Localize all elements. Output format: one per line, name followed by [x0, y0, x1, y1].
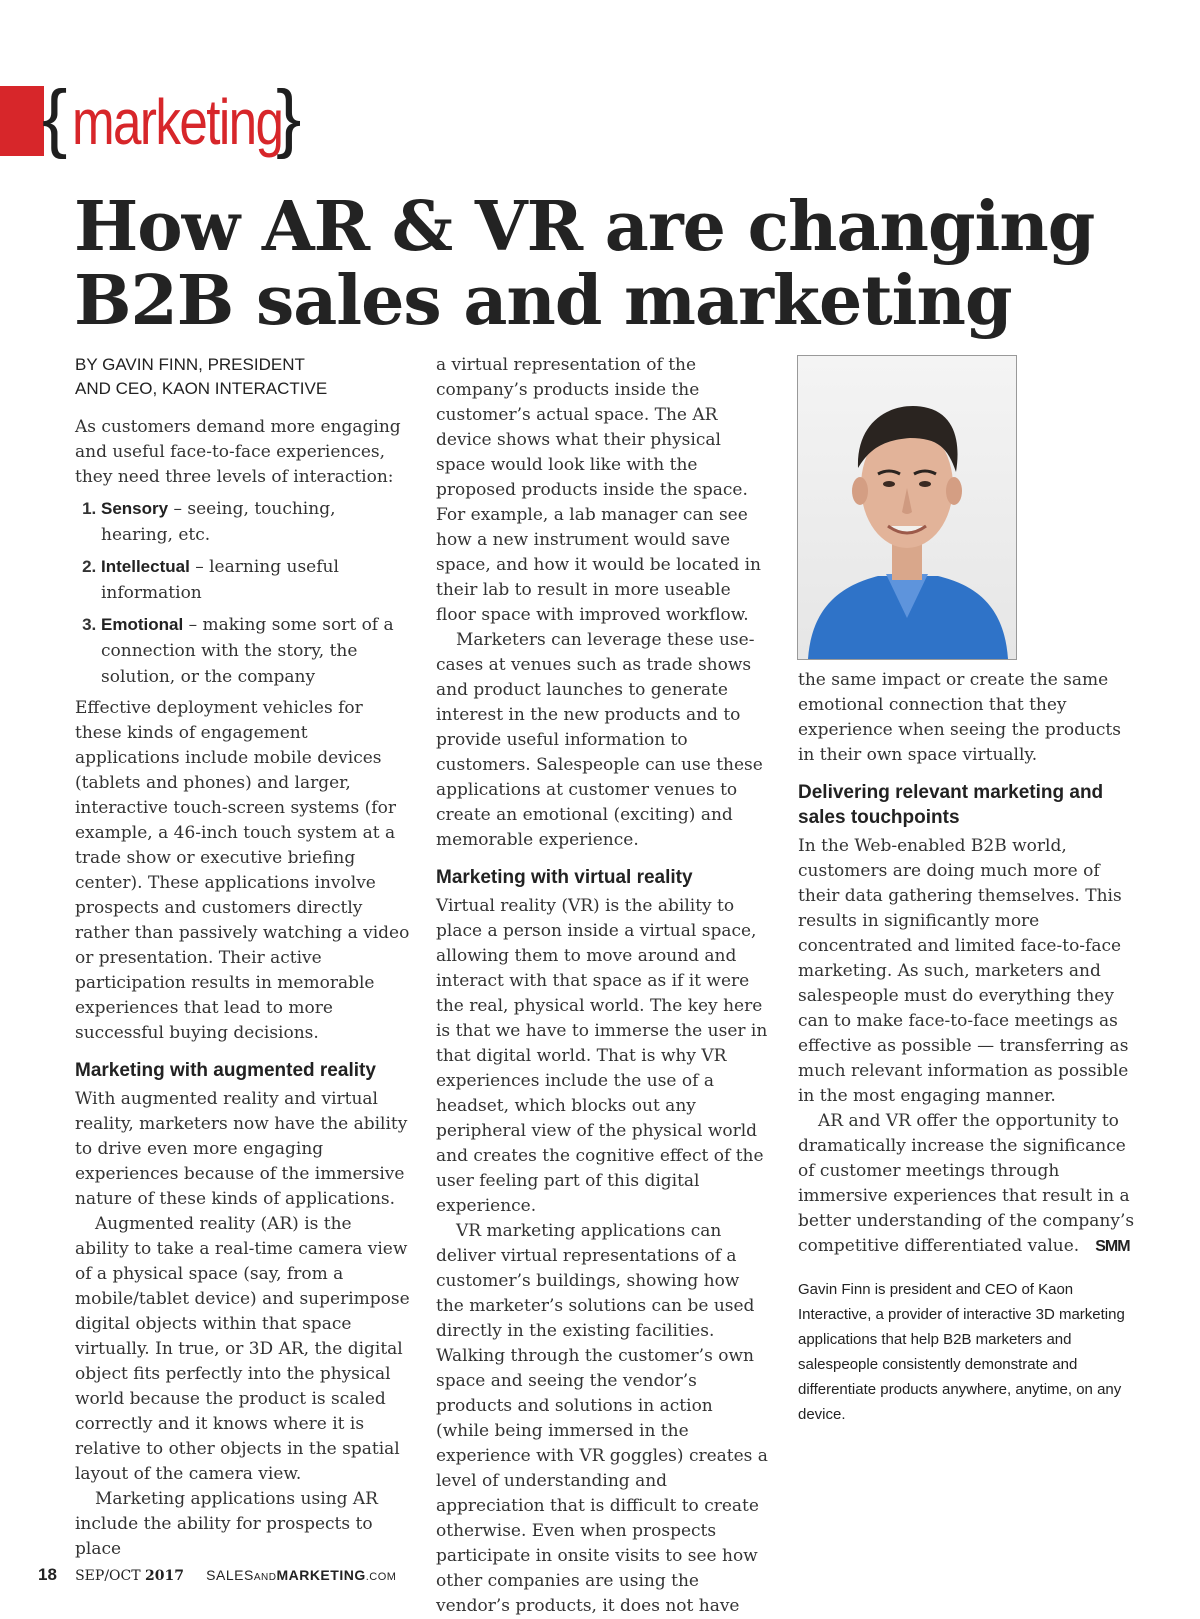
column-3	[798, 668, 1138, 1427]
mag-part-a: SALES	[206, 1567, 254, 1583]
end-mark: SMM	[1095, 1238, 1130, 1255]
vr-paragraph-2: VR marketing applications can deliver virtual representations of a customer’s buildings, showing how the marketer’s solutions can be used directly in the existing facilities. Walking through the customer’s own space and seeing the vendor’s products and solutions in action (while being immersed in the experience with VR goggles) creates a level of understanding and appreciation that is difficult to create otherwise. Even when prospects participate in onsite visits to see how other companies are using the vendor’s products, it does not have	[436, 1221, 768, 1616]
author-portrait-icon	[798, 356, 1016, 659]
mag-part-d: .COM	[365, 1571, 397, 1583]
offer-text: AR and VR offer the opportunity to dramatically increase the significance of customer meetings through immersive experiences that result in a better understanding of the company’s competitive differentiated value.	[798, 1111, 1135, 1256]
vr-continued-paragraph: the same impact or create the same emotional connection that they experience when seeing the products in their own space virtually.	[798, 670, 1121, 765]
interaction-levels-list	[75, 496, 410, 690]
magazine-name	[206, 1567, 396, 1583]
vr-paragraph-1: Virtual reality (VR) is the ability to place a person inside a virtual space, allowing them to move around and interact with that space as if it were the real, physical world. The key here is that we have to immerse the user in that digital world. That is why VR experiences include the use of a headset, which blocks out any peripheral view of the physical world and creates the cognitive effect of the user feeling part of this digital experience.	[436, 896, 768, 1216]
issue-year: 2017	[145, 1568, 184, 1584]
page-number: 18	[38, 1565, 57, 1584]
headline-line-1: How AR & VR are changing	[74, 187, 1095, 267]
column-2	[436, 353, 769, 1619]
section-tag	[0, 75, 320, 160]
level-term: Intellectual	[101, 557, 190, 576]
level-term: Sensory	[101, 499, 169, 518]
section-label: marketing	[72, 86, 283, 158]
ar-paragraph-3: Marketing applications using AR include the ability for prospects to place	[75, 1489, 378, 1559]
section-red-block	[0, 86, 44, 156]
subhead-augmented-reality: Marketing with augmented reality	[75, 1060, 376, 1081]
list-item	[101, 612, 410, 690]
byline-line-2: AND CEO, KAON INTERACTIVE	[75, 379, 328, 398]
level-term: Emotional	[101, 615, 184, 634]
list-item	[101, 554, 410, 606]
headline	[74, 187, 1164, 341]
left-brace-icon: {	[42, 75, 68, 160]
mag-part-c: MARKETING	[276, 1567, 366, 1583]
page-footer	[38, 1565, 396, 1585]
leverage-paragraph: Marketers can leverage these use-cases at venues such as trade shows and product launches to generate interest in the new products and to provide useful information to customers. Salespeople can use these applications at customer venues to create an emotional (exciting) and memorable experience.	[436, 630, 763, 850]
subhead-virtual-reality: Marketing with virtual reality	[436, 867, 693, 888]
subhead-delivering: Delivering relevant marketing and sales touchpoints	[798, 782, 1104, 828]
level-desc: – seeing, touching, hearing, etc.	[101, 499, 336, 545]
ar-continued-paragraph: a virtual representation of the company’s products inside the customer’s actual space. The AR device shows what their physical space would look like with the proposed products inside the space. For example, a lab manager can see how a new instrument would save space, and how it would be located in their lab to result in more useable floor space with improved workflow.	[436, 355, 762, 625]
level-desc: – making some sort of a connection with the story, the solution, or the company	[101, 615, 394, 687]
issue-date	[75, 1568, 184, 1584]
issue-month: SEP/OCT	[75, 1568, 146, 1584]
offer-paragraph	[798, 1109, 1138, 1259]
ar-paragraph-1: With augmented reality and virtual reality, marketers now have the ability to drive even more engaging experiences because of the immersive nature of these kinds of applications.	[75, 1089, 408, 1209]
right-brace-icon: }	[276, 75, 302, 160]
web-paragraph: In the Web-enabled B2B world, customers are doing much more of their data gathering themselves. This results in significantly more concentrated and limited face-to-face marketing. As such, marketers and salespeople must do everything they can to make face-to-face meetings as effective as possible — transferring as much relevant information as possible in the most engaging manner.	[798, 836, 1129, 1106]
mag-part-b: AND	[253, 1572, 277, 1583]
headline-line-2: B2B sales and marketing	[74, 261, 1012, 341]
deployment-paragraph: Effective deployment vehicles for these kinds of engagement applications include mobile devices (tablets and phones) and larger, interactive touch-screen systems (for example, a 46-inch touch system at a trade show or executive briefing center). These applications involve prospects and customers directly rather than passively watching a video or presentation. Their active participation results in memorable experiences that lead to more successful buying decisions.	[75, 698, 410, 1043]
byline	[75, 353, 410, 401]
ar-paragraph-2: Augmented reality (AR) is the ability to take a real-time camera view of a physical space (say, from a mobile/tablet device) and superimpose digital objects within that space virtually. In true, or 3D AR, the digital object fits perfectly into the physical world because the product is scaled correctly and it knows where it is relative to other objects in the spatial layout of the camera view.	[75, 1214, 410, 1484]
byline-line-1: BY GAVIN FINN, PRESIDENT	[75, 355, 305, 374]
author-photo	[797, 355, 1017, 660]
intro-paragraph: As customers demand more engaging and useful face-to-face experiences, they need three levels of interaction:	[75, 417, 401, 487]
list-item	[101, 496, 410, 548]
author-bio: Gavin Finn is president and CEO of Kaon Interactive, a provider of interactive 3D marketing applications that help B2B marketers and salespeople consistently demonstrate and differentiate products anywhere, anytime, on any device.	[798, 1281, 1125, 1423]
column-1	[75, 353, 410, 1562]
level-desc: – learning useful information	[101, 557, 339, 603]
